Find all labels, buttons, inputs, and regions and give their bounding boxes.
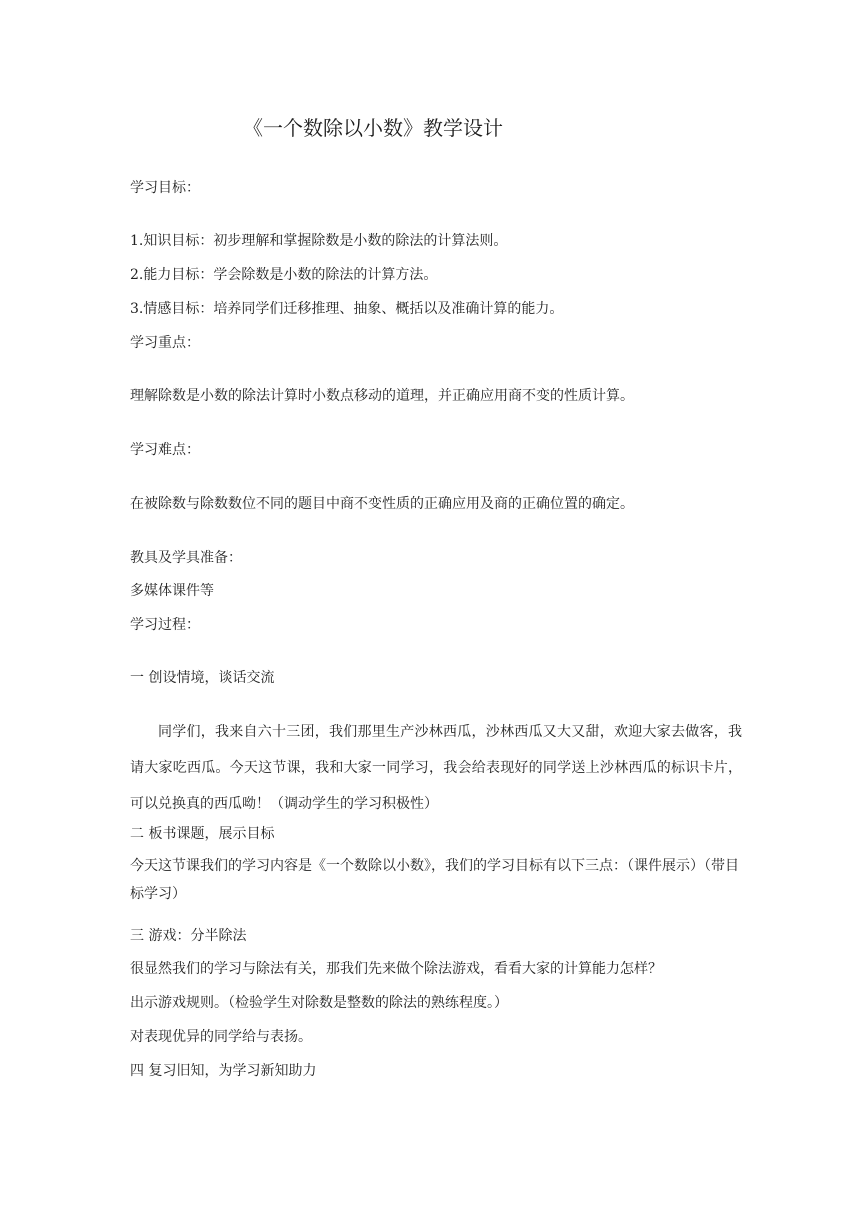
- heading-teaching-aids: 教具及学具准备：: [130, 550, 242, 566]
- teaching-aids-text: 多媒体课件等: [130, 583, 214, 599]
- section-three-intro: 很显然我们的学习与除法有关，那我们先来做个除法游戏，看看大家的计算能力怎样？: [130, 961, 662, 977]
- section-one-heading: 一 创设情境，谈话交流: [130, 670, 275, 686]
- section-four-heading: 四 复习旧知，为学习新知助力: [130, 1063, 317, 1079]
- heading-difficulties: 学习难点：: [130, 442, 200, 458]
- section-two-heading: 二 板书课题，展示目标: [130, 826, 275, 842]
- section-two-paragraph: 今天这节课我们的学习内容是《一个数除以小数》，我们的学习目标有以下三点：（课件展示）（带目标学习）: [130, 858, 739, 902]
- heading-learning-process: 学习过程：: [130, 617, 200, 633]
- section-one-paragraph: 同学们，我来自六十三团，我们那里生产沙林西瓜，沙林西瓜又大又甜，欢迎大家去做客，我请大家吃西瓜。今天这节课，我和大家一同学习，我会给表现好的同学送上沙林西瓜的标识卡片，可以兑换真的西瓜呦！（调动学生的学习积极性）: [130, 724, 742, 812]
- goal-knowledge: 1.知识目标：初步理解和掌握除数是小数的除法的计算法则。: [130, 233, 508, 249]
- section-three-rules: 出示游戏规则。（检验学生对除数是整数的除法的熟练程度。）: [130, 995, 508, 1011]
- heading-key-points: 学习重点：: [130, 335, 200, 351]
- key-points-text: 理解除数是小数的除法计算时小数点移动的道理，并正确应用商不变的性质计算。: [130, 388, 634, 404]
- goal-ability: 2.能力目标：学会除数是小数的除法的计算方法。: [130, 267, 438, 283]
- section-three-heading: 三 游戏：分半除法: [130, 928, 247, 944]
- goal-emotion: 3.情感目标：培养同学们迁移推理、抽象、概括以及准确计算的能力。: [130, 301, 564, 317]
- difficulties-text: 在被除数与除数数位不同的题目中商不变性质的正确应用及商的正确位置的确定。: [130, 496, 634, 512]
- section-three-praise: 对表现优异的同学给与表扬。: [130, 1029, 312, 1045]
- document-title: 《一个数除以小数》教学设计: [243, 116, 503, 140]
- heading-learning-goals: 学习目标：: [130, 180, 200, 196]
